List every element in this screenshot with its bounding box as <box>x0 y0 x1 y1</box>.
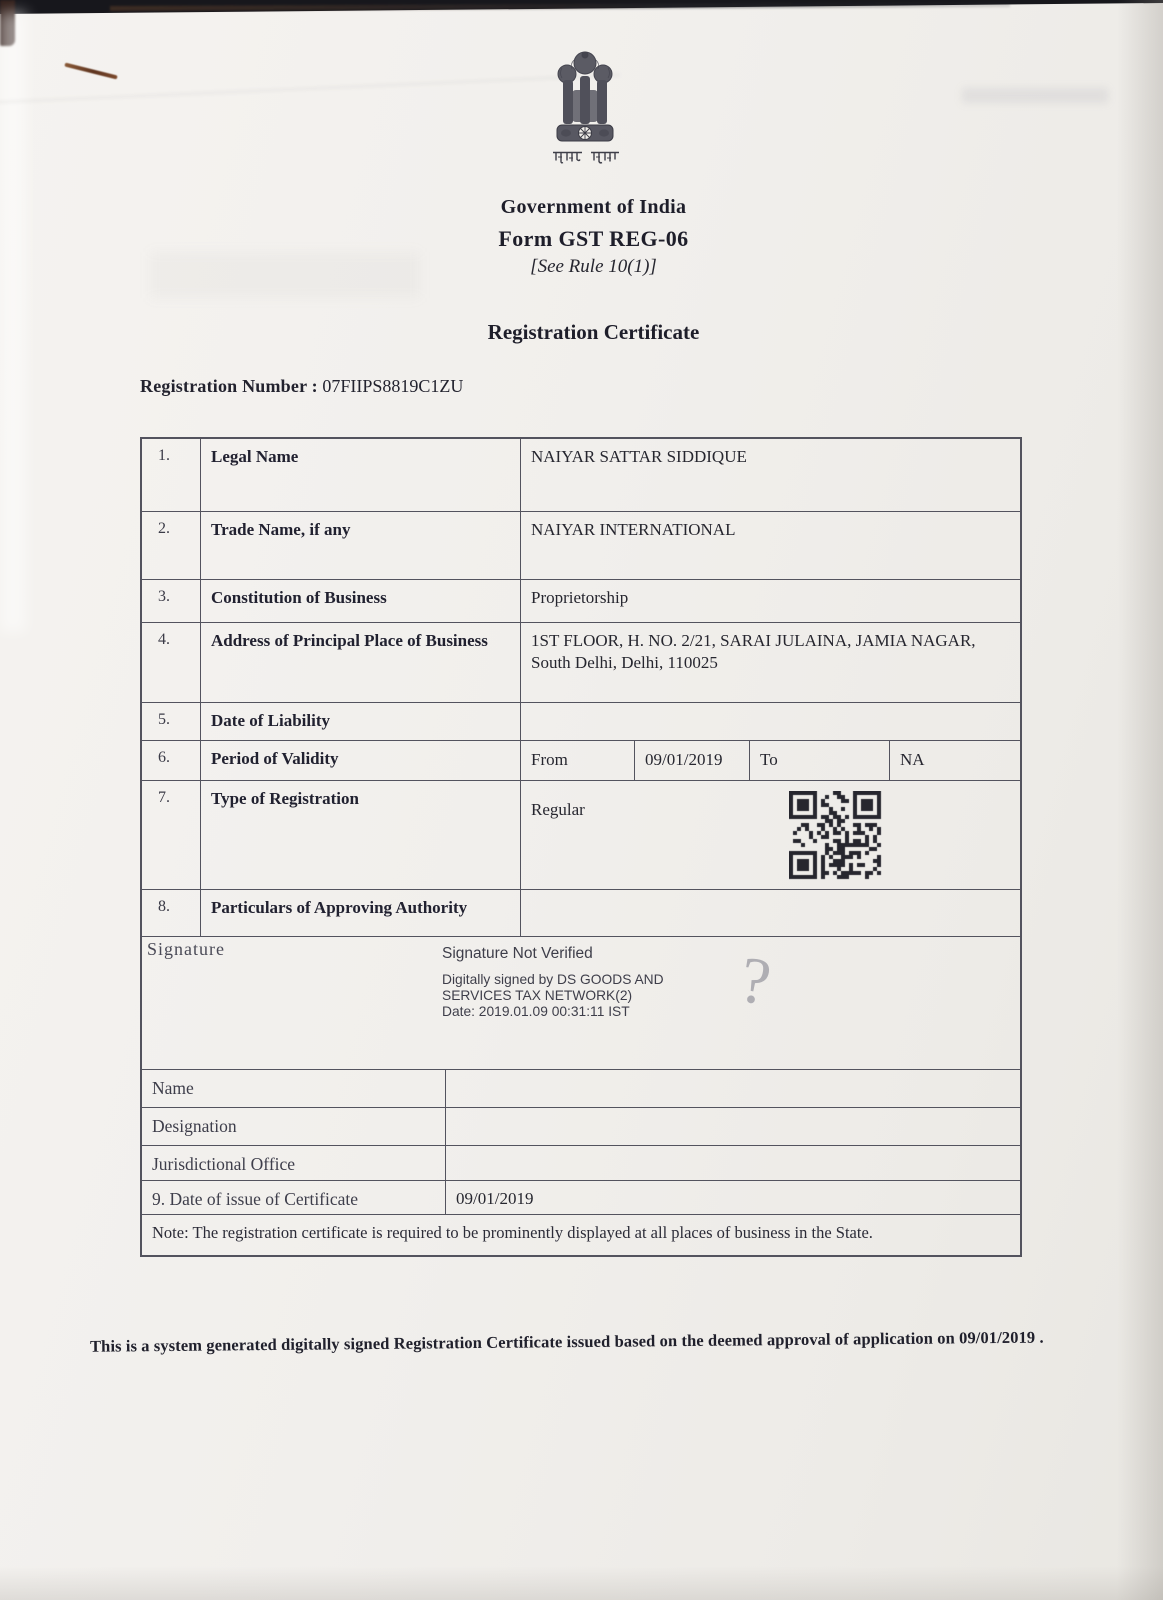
registration-number-line <box>140 376 463 397</box>
row-number: 1. <box>158 447 170 464</box>
table-row-date-of-issue <box>142 1180 1020 1214</box>
registration-number-label: Registration Number : <box>140 376 318 396</box>
stamp-status-line: Signature Not Verified <box>442 945 593 962</box>
validity-to-value: NA <box>889 741 1020 780</box>
row-number: 4. <box>158 631 170 648</box>
registration-number-value: 07FIIPS8819C1ZU <box>322 376 464 396</box>
table-row-date-of-liability <box>142 702 1020 740</box>
row-label: 9. Date of issue of Certificate <box>152 1189 359 1209</box>
bleedthrough-smudge-top-right <box>962 88 1108 103</box>
table-row-note <box>142 1214 1020 1255</box>
row-label: Legal Name <box>200 439 520 511</box>
row-number: 2. <box>158 520 170 537</box>
row-number: 6. <box>158 749 170 766</box>
row-value <box>520 890 1020 936</box>
table-row-legal-name <box>142 439 1020 511</box>
row-value: NAIYAR SATTAR SIDDIQUE <box>520 439 1020 511</box>
validity-from-label: From <box>531 750 568 769</box>
row-label: Type of Registration <box>200 781 520 889</box>
row-value: NAIYAR INTERNATIONAL <box>520 512 1020 579</box>
validity-to-label: To <box>749 741 889 780</box>
row-label: Particulars of Approving Authority <box>200 890 520 936</box>
note-text: Note: The registration certificate is required to be prominently displayed at all places of business in the State. <box>152 1223 873 1242</box>
table-row-jurisdictional-office <box>142 1145 1020 1180</box>
row-value <box>445 1108 1020 1145</box>
row-value <box>520 703 1020 740</box>
ashoka-emblem-icon <box>550 46 620 150</box>
question-mark-stamp-icon <box>734 942 816 1032</box>
stamp-date-line: Date: 2019.01.09 00:31:11 IST <box>442 1004 630 1019</box>
row-label: Trade Name, if any <box>200 512 520 579</box>
validity-from-value: 09/01/2019 <box>634 741 749 780</box>
row-number: 3. <box>158 588 170 605</box>
signature-label: Signature <box>147 939 225 959</box>
certificate-title: Registration Certificate <box>487 320 700 344</box>
row-value <box>445 1146 1020 1180</box>
row-value: Proprietorship <box>520 580 1020 622</box>
table-row-name <box>142 1069 1020 1107</box>
stamp-signer-line1: Digitally signed by DS GOODS AND <box>442 972 664 987</box>
paper-bottom-edge-shade <box>0 1566 1163 1600</box>
row-label: Address of Principal Place of Business <box>200 623 520 702</box>
row-label: Constitution of Business <box>200 580 520 622</box>
row-label: Designation <box>152 1116 237 1136</box>
system-generated-footer: This is a system generated digitally signed Registration Certificate issued based on the deemed approval of application on 09/01/2019 . <box>89 1327 1044 1356</box>
table-row-trade-name <box>142 511 1020 579</box>
table-row-period-of-validity <box>142 740 1020 780</box>
table-row-type-of-registration <box>142 780 1020 889</box>
table-row-address <box>142 622 1020 702</box>
row-value: 09/01/2019 <box>445 1181 1020 1214</box>
row-label: Name <box>152 1078 194 1098</box>
row-label: Period of Validity <box>200 741 520 780</box>
row-number: 8. <box>158 898 170 915</box>
row-number: 7. <box>158 789 170 806</box>
qr-code <box>789 791 884 883</box>
row-value: 1ST FLOOR, H. NO. 2/21, SARAI JULAINA, JAMIA NAGAR, South Delhi, Delhi, 110025 <box>520 623 1020 702</box>
digital-signature-stamp <box>442 945 664 1020</box>
satyameva-jayate-motto <box>552 150 620 164</box>
registration-type-value: Regular <box>531 800 585 819</box>
row-number: 5. <box>158 711 170 728</box>
row-label: Jurisdictional Office <box>152 1154 296 1174</box>
registration-table <box>140 437 1022 1257</box>
signature-block <box>142 936 1020 1069</box>
table-row-constitution <box>142 579 1020 622</box>
government-title: Government of India <box>500 196 687 218</box>
table-row-designation <box>142 1107 1020 1145</box>
rule-reference: [See Rule 10(1)] <box>530 256 657 277</box>
stamp-signer-line2: SERVICES TAX NETWORK(2) <box>442 988 633 1003</box>
table-row-approving-authority <box>142 889 1020 936</box>
pen-scratch-mark <box>64 63 117 80</box>
row-label: Date of Liability <box>200 703 520 740</box>
paper-crease <box>0 74 620 104</box>
validity-cells <box>520 741 1020 780</box>
row-value-cell <box>520 781 1020 889</box>
form-title: Form GST REG-06 <box>498 226 689 251</box>
row-value <box>445 1070 1020 1107</box>
